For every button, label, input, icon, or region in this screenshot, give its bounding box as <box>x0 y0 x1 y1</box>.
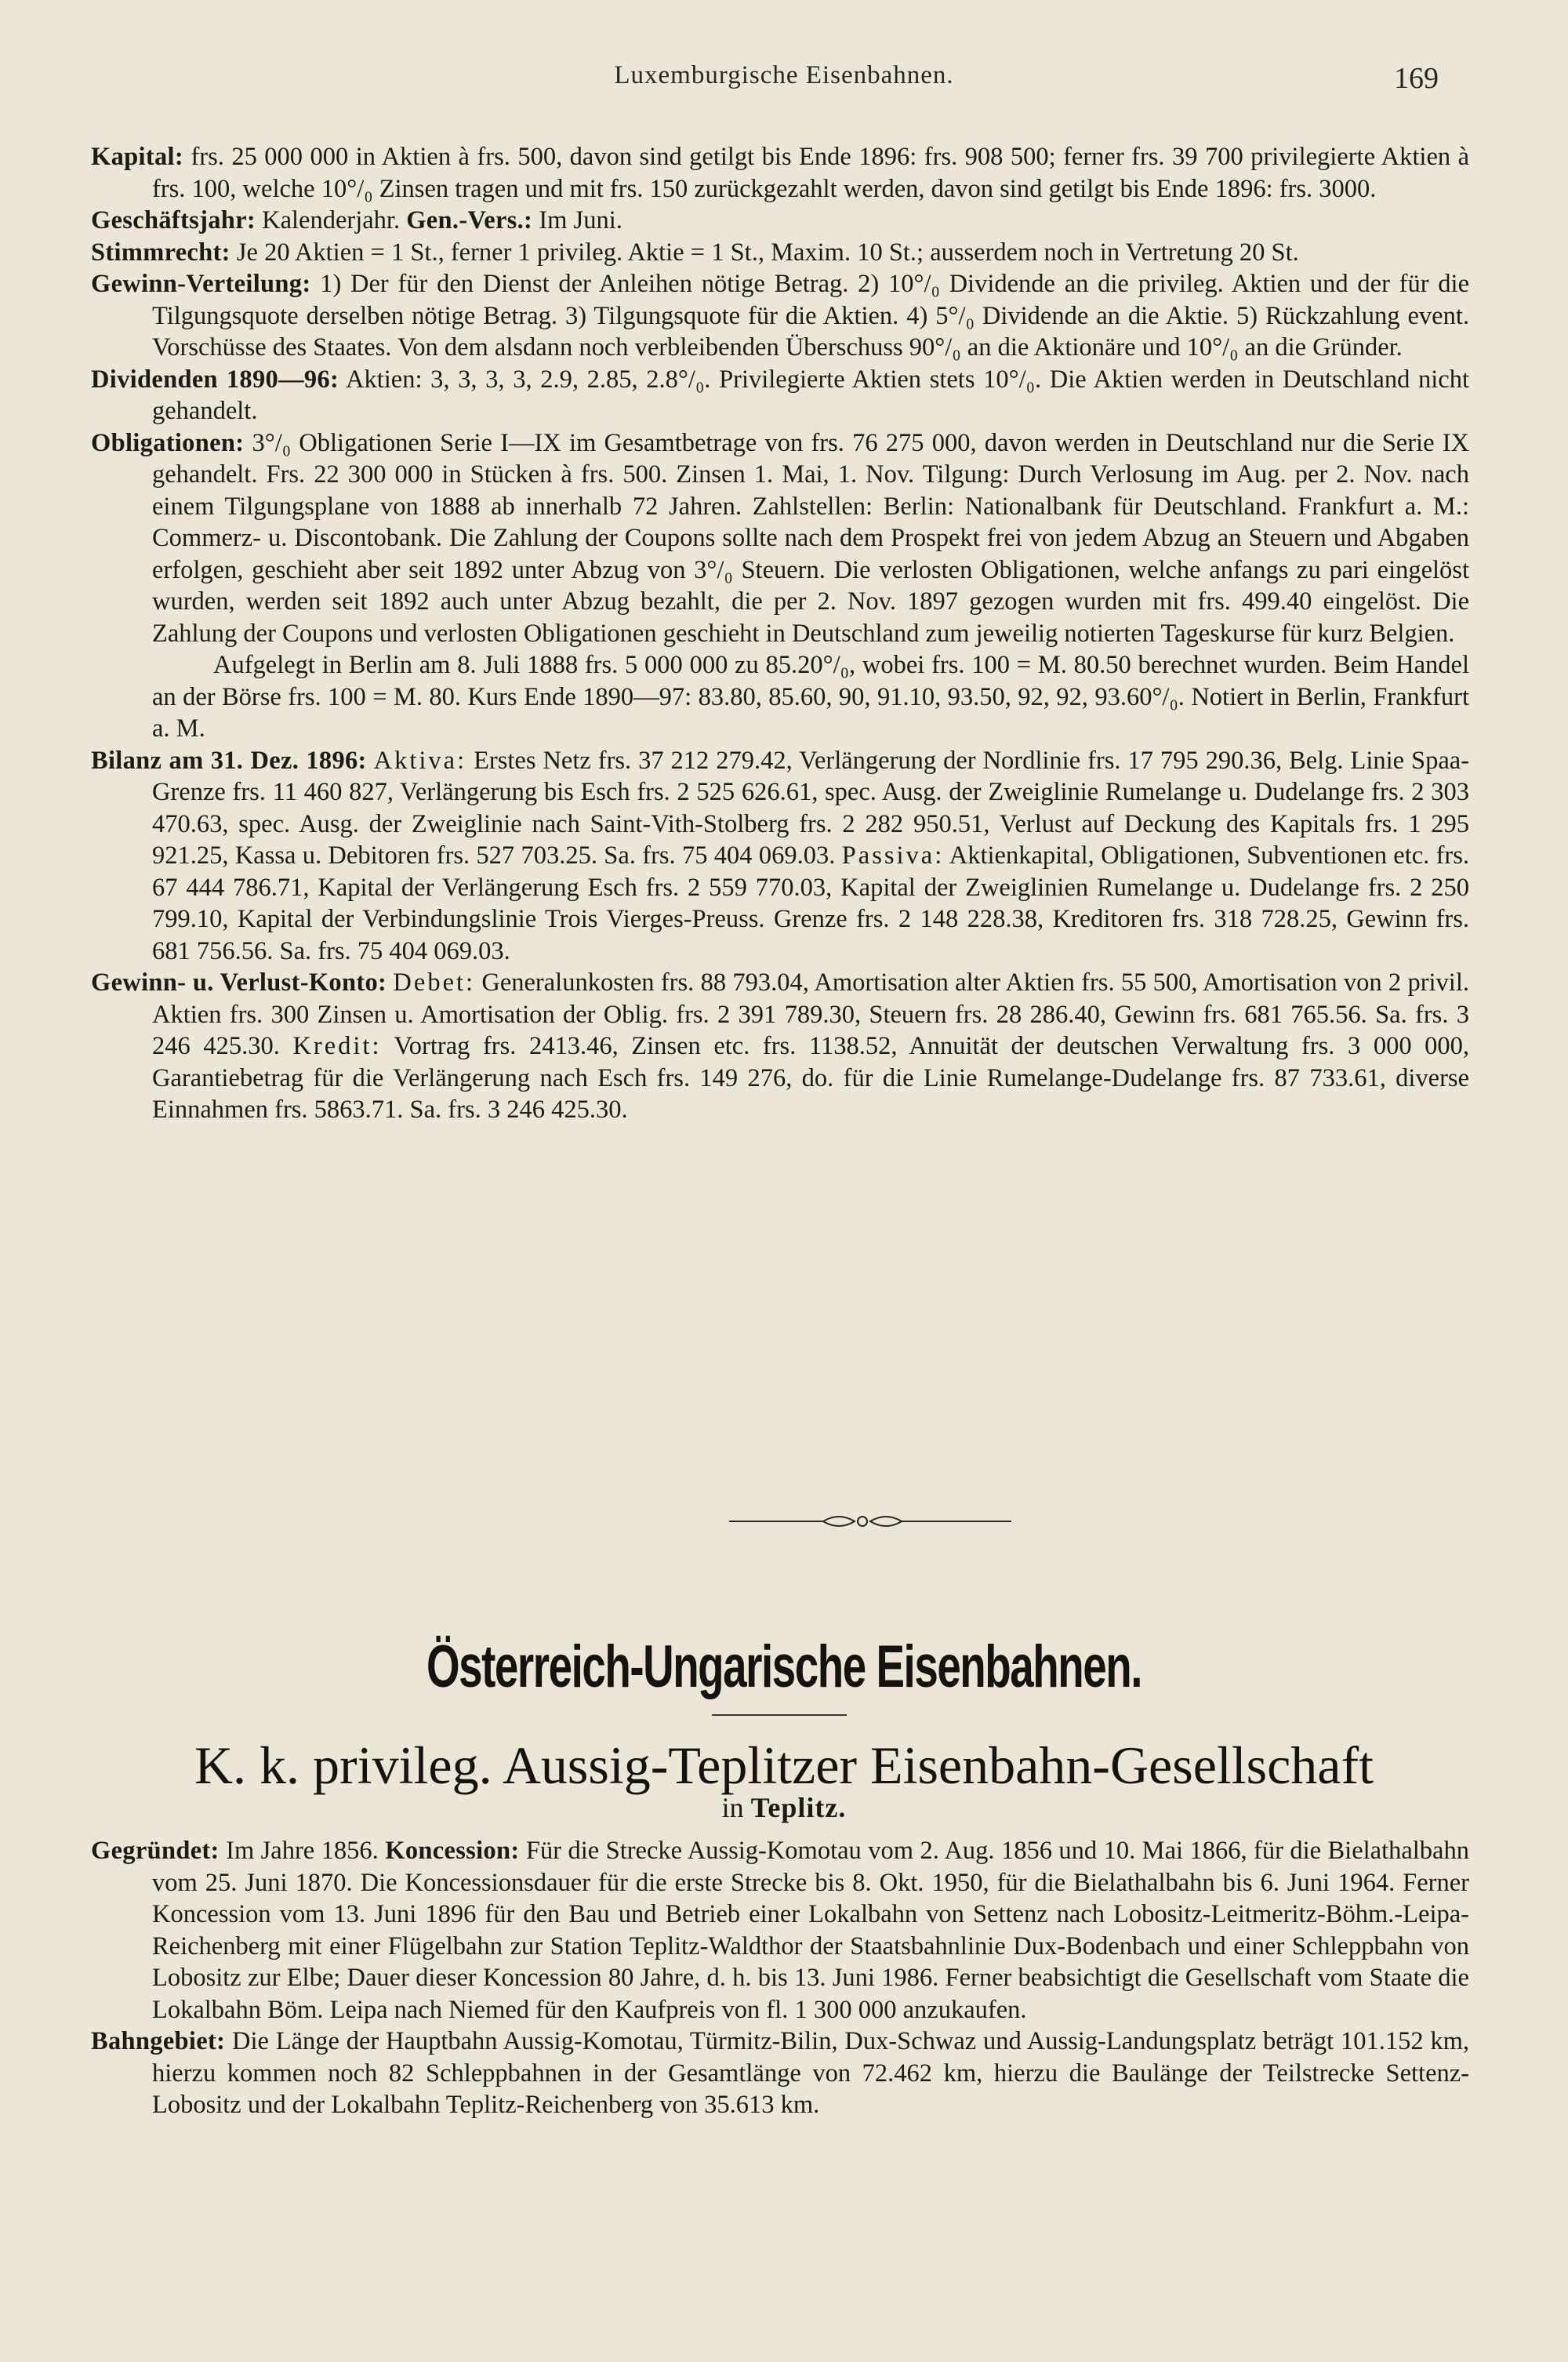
entry-bilanz: Bilanz am 31. Dez. 1896: Aktiva: Erstes Netz frs. 37 212 279.42, Verlängerung der Nordlinie frs. 17 795 290.36, Belg. Linie Spaa-Grenze frs. 11 460 827, Verlängerung bis Esch frs. 2 525 626.61, spec. Ausg. der Zweiglinie Rumelange u. Dudelange frs. 2 303 470.63, spec. Ausg. der Zweiglinie nach Saint-Vith-Stolberg frs. 2 282 950.51, Verlust auf Deckung des Kapitals frs. 1 295 921.25, Kassa u. Debitoren frs. 527 703.25. Sa. frs. 75 404 069.03. Passiva: Aktienkapital, Obligationen, Subventionen etc. frs. 67 444 786.71, Kapital der Verlängerung Esch frs. 2 559 770.03, Kapital der Zweiglinien Rumelange u. Dudelange frs. 2 250 799.10, Kapital der Verbindungslinie Trois Vierges-Preuss. Grenze frs. 2 148 228.38, Kreditoren frs. 318 728.25, Gewinn frs. 681 756.56. Sa. frs. 75 404 069.03. <box>91 746 1470 965</box>
page-header-title: Luxemburgische Eisenbahnen. <box>614 61 954 89</box>
entry-gewinn-verteilung: Gewinn-Verteilung: 1) Der für den Dienst der Anleihen nötige Betrag. 2) 10°/₀ Dividende an die privileg. Aktien und der für die Tilgungsquote derselben nötige Betrag. 3) Tilgungsquote für die Aktien. 4) 5°/₀ Dividende an die Aktie. 5) Rückzahlung event. Vorschüsse des Staates. Von dem alsdann noch verbleibenden Überschuss 90°/₀ an die Aktionäre und 10°/₀ an die Gründer. <box>91 270 1470 362</box>
entry-bahngebiet: Bahngebiet: Die Länge der Hauptbahn Aussig-Komotau, Türmitz-Bilin, Dux-Schwaz und Aussig-Landungsplatz beträgt 101.152 km, hierzu kommen noch 82 Schleppbahnen in der Gesamtlänge von 72.462 km, hierzu die Baulänge der Teilstrecke Settenz-Lobositz und der Lokalbahn Teplitz-Reichenberg von 35.613 km. <box>91 2027 1470 2119</box>
section-title: Österreich-Ungarische Eisenbahnen. <box>426 1633 1142 1700</box>
divider-ornament <box>729 1507 1043 1535</box>
luxemburg-entries <box>91 141 1469 1126</box>
company-title: K. k. privileg. Aussig-Teplitzer Eisenbahn-Gesellschaft <box>194 1735 1374 1795</box>
obligationen-continuation: Aufgelegt in Berlin am 8. Juli 1888 frs. 5 000 000 zu 85.20°/₀, wobei frs. 100 = M. 80.50 berechnet wurden. Beim Handel an der Börse frs. 100 = M. 80. Kurs Ende 1890—97: 83.80, 85.60, 90, 91.10, 93.50, 92, 92, 93.60°/₀. Notiert in Berlin, Frankfurt a. M. <box>152 651 1469 743</box>
company-location: in Teplitz. <box>721 1792 847 1823</box>
entry-gegruendet: Gegründet: Im Jahre 1856. Koncession: Für die Strecke Aussig-Komotau vom 2. Aug. 1856 und 10. Mai 1866, für die Bielathalbahn vom 25. Juni 1870. Die Koncessionsdauer für die erste Strecke bis 8. Okt. 1950, für die Bielathalbahn bis 6. Juni 1964. Ferner Koncession vom 13. Juni 1896 für den Bau und Betrieb einer Lokalbahn von Settenz nach Lobositz-Leitmeritz-Böhm.-Leipa-Reichenberg mit einer Flügelbahn zur Station Teplitz-Waldthor der Staatsbahnlinie Dux-Bodenbach und einer Schleppbahn von Lobositz zur Elbe; Dauer dieser Koncession 80 Jahre, d. h. bis 13. Juni 1986. Ferner beabsichtigt die Gesellschaft vom Staate die Lokalbahn Böm. Leipa nach Niemed für den Kaufpreis von fl. 1 300 000 anzukaufen. <box>91 1837 1469 2024</box>
aussig-entries <box>91 1835 1469 2121</box>
entry-obligationen: Obligationen: 3°/₀ Obligationen Serie I—IX im Gesamtbetrage von frs. 76 275 000, davon werden in Deutschland nur die Serie IX gehandelt. Frs. 22 300 000 in Stücken à frs. 500. Zinsen 1. Mai, 1. Nov. Tilgung: Durch Verlosung im Aug. per 2. Nov. nach einem Tilgungsplane von 1888 ab innerhalb 72 Jahren. Zahlstellen: Berlin: Nationalbank für Deutschland. Frankfurt a. M.: Commerz- u. Discontobank. Die Zahlung der Coupons sollte nach dem Prospekt frei von jedem Abzug an Steuern und Abgaben erfolgen, geschieht aber seit 1892 unter Abzug von 3°/₀ Steuern. Die verlosten Obligationen, welche anfangs zu pari eingelöst wurden, werden seit 1892 auch unter Abzug bezahlt, die per 2. Nov. 1897 gezogen wurden mit frs. 499.40 eingelöst. Die Zahlung der Coupons und verlosten Obligationen geschieht in Deutschland zum jeweilig notierten Tageskurse für kurz Belgien. <box>91 428 1469 648</box>
running-head <box>0 61 1568 102</box>
entry-geschaeftsjahr: Geschäftsjahr: Kalenderjahr. Gen.-Vers.: Im Juni. <box>91 206 622 234</box>
entry-gewinn-verlust-konto: Gewinn- u. Verlust-Konto: Debet: Generalunkosten frs. 88 793.04, Amortisation alter Aktien frs. 55 500, Amortisation von 2 privil. Aktien frs. 300 Zinsen u. Amortisation der Oblig. frs. 2 391 789.30, Steuern frs. 28 286.40, Gewinn frs. 681 765.56. Sa. frs. 3 246 425.30. Kredit: Vortrag frs. 2413.46, Zinsen etc. frs. 1138.52, Annuität der deutschen Verwaltung frs. 3 000 000, Garantiebetrag für die Verlängerung nach Esch frs. 149 276, do. für die Linie Rumelange-Dudelange frs. 87 733.61, diverse Einnahmen frs. 5863.71. Sa. frs. 3 246 425.30. <box>91 968 1470 1124</box>
entry-kapital: Kapital: frs. 25 000 000 in Aktien à frs. 500, davon sind getilgt bis Ende 1896: frs. 908 500; ferner frs. 39 700 privilegierte Aktien à frs. 100, welche 10°/₀ Zinsen tragen und mit frs. 150 zurückgezahlt werden, davon sind getilgt bis Ende 1896: frs. 3000. <box>91 143 1470 203</box>
entry-dividenden: Dividenden 1890—96: Aktien: 3, 3, 3, 3, 2.9, 2.85, 2.8°/₀. Privilegierte Aktien stets 10°/₀. Die Aktien werden in Deutschland nicht gehandelt. <box>91 365 1469 425</box>
entry-stimmrecht: Stimmrecht: Je 20 Aktien = 1 St., ferner 1 privileg. Aktie = 1 St., Maxim. 10 St.; ausserdem noch in Vertretung 20 St. <box>91 238 1299 267</box>
section-rule <box>712 1714 847 1716</box>
page-number: 169 <box>1394 62 1439 95</box>
